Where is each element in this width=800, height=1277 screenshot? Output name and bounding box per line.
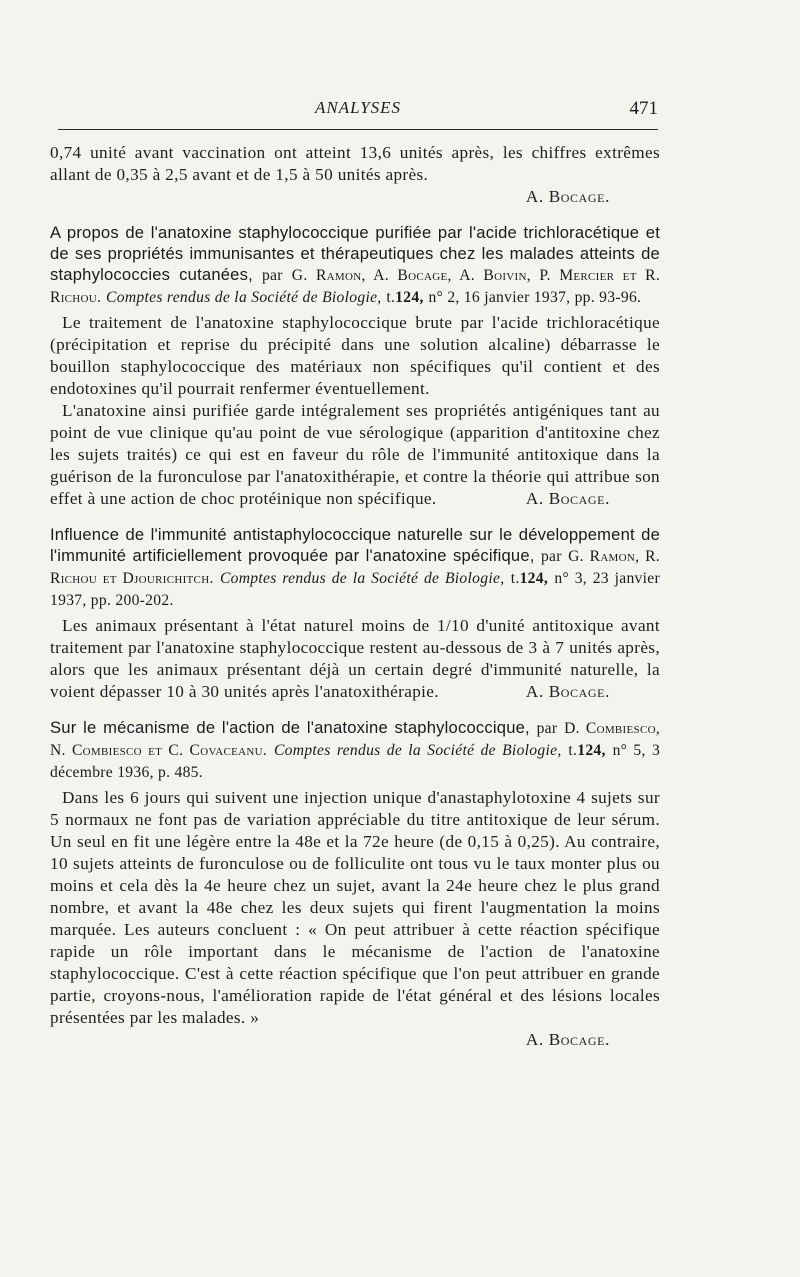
article-1-paragraph-1: Le traitement de l'anatoxine staphylococcique brute par l'acide trichloracétique (précipitation et reprise du précipité dans une solution alcaline) débarrasse le bouillon staphylococcique des matériaux non spécifiques qu'il contient et des endotoxines qu'il pourrait renfermer éventuellement.	[50, 313, 660, 398]
article-3-authors: D. Combiesco, N. Combiesco et C. Covaceanu.	[50, 720, 661, 759]
article-1-authors: G. Ramon, A. Bocage, A. Boivin, P. Mercier et R. Richou.	[50, 267, 661, 306]
article-1-issue: n° 2, 16 janvier 1937, pp. 93-96.	[428, 289, 642, 306]
article-3-title: Sur le mécanisme de l'action de l'anatoxine staphylococcique,	[50, 718, 530, 737]
article-2-heading	[50, 524, 660, 611]
article-2-tome: t.	[510, 570, 520, 587]
article-3-tome: t.	[568, 742, 578, 759]
article-1	[50, 222, 660, 510]
article-1-heading	[50, 222, 660, 308]
article-3-by: par	[536, 720, 558, 737]
header-rule	[58, 129, 658, 130]
article-2-title: Influence de l'immunité antistaphylococcique naturelle sur le développement de l'immunité artificiellement provoquée par l'anatoxine spécifique,	[50, 525, 660, 565]
article-3-journal: Comptes rendus de la Société de Biologie,	[273, 742, 562, 759]
article-2-journal: Comptes rendus de la Société de Biologie,	[219, 570, 505, 587]
article-2	[50, 524, 660, 703]
article-1-paragraph-2: L'anatoxine ainsi purifiée garde intégralement ses propriétés antigéniques tant au point de vue clinique qu'au point de vue sérologique (apparition d'antitoxine chez les sujets traités) ce qui est en faveur du rôle de l'immunité antitoxique dans la guérison de la furonculose par l'anatoxithérapie, et contre la théorie qui attribue son effet à une action de choc protéinique non spécifique.	[50, 401, 660, 508]
intro-block	[50, 142, 660, 208]
running-head	[58, 98, 658, 128]
intro-paragraph: 0,74 unité avant vaccination ont atteint 13,6 unités après, les chiffres extrêmes allant de 0,35 à 2,5 avant et de 1,5 à 50 unités après.	[50, 143, 660, 184]
article-2-paragraph-1: Les animaux présentant à l'état naturel moins de 1/10 d'unité antitoxique avant traitement par l'anatoxine staphylococcique restent au-dessous de 3 à 7 unités après, alors que les animaux présentant déjà un certain degré d'immunité naturelle, la voient dépasser 10 à 30 unités après l'anatoxithérapie.	[50, 616, 660, 701]
article-1-tome: t.	[386, 289, 396, 306]
article-2-body	[50, 615, 660, 703]
article-3-paragraph-1: Dans les 6 jours qui suivent une injection unique d'anastaphylotoxine 4 sujets sur 5 normaux ne font pas de variation appréciable du titre antitoxique de leur sérum. Un seul en fit une légère entre la 48e et la 72e heure (de 0,15 à 0,25). Au contraire, 10 sujets atteints de furonculose ou de folliculite ont tous vu le taux monter plus ou moins et cela dès la 4e heure chez un sujet, avant la 24e heure chez le plus grand nombre, et avant la 48e chez les deux sujets qui firent l'augmentation la moins marquée. Les auteurs concluent : « On peut attribuer à cette réaction spécifique rapide un rôle important dans le mécanisme de l'action de l'anatoxine staphylococcique. C'est à cette réaction spécifique que l'on peut attribuer en grande partie, croyons-nous, l'amélioration rapide de l'état général et des lésions locales présentées par les malades. »	[50, 788, 660, 1027]
page-content	[50, 142, 660, 1051]
article-2-by: par	[540, 548, 562, 565]
article-1-signature: A. Bocage.	[525, 489, 610, 508]
article-1-title: A propos de l'anatoxine staphylococcique purifiée par l'acide trichloracétique et de ses propriétés immunisantes et thérapeutiques chez les malades atteints de staphylococcies cutanées,	[50, 223, 660, 284]
article-3-signature: A. Bocage.	[525, 1030, 610, 1049]
article-3-heading	[50, 717, 660, 783]
article-2-volume: 124,	[519, 570, 549, 587]
article-3-body	[50, 787, 660, 1051]
intro-signature: A. Bocage.	[525, 187, 610, 206]
article-1-by: par	[261, 267, 283, 284]
page-number: 471	[629, 98, 658, 119]
article-1-body	[50, 312, 660, 510]
article-2-signature: A. Bocage.	[525, 682, 610, 701]
article-1-volume: 124,	[395, 289, 424, 306]
article-2-authors: G. Ramon, R. Richou et Djourichitch.	[50, 548, 660, 587]
article-3	[50, 717, 660, 1051]
article-3-volume: 124,	[577, 742, 606, 759]
article-2-issue: n° 3, 23 janvier 1937, pp. 200-202.	[50, 570, 660, 609]
running-title: ANALYSES	[314, 98, 402, 117]
article-1-journal: Comptes rendus de la Société de Biologie,	[106, 289, 382, 306]
article-3-issue: n° 5, 3 décembre 1936, p. 485.	[50, 742, 661, 781]
